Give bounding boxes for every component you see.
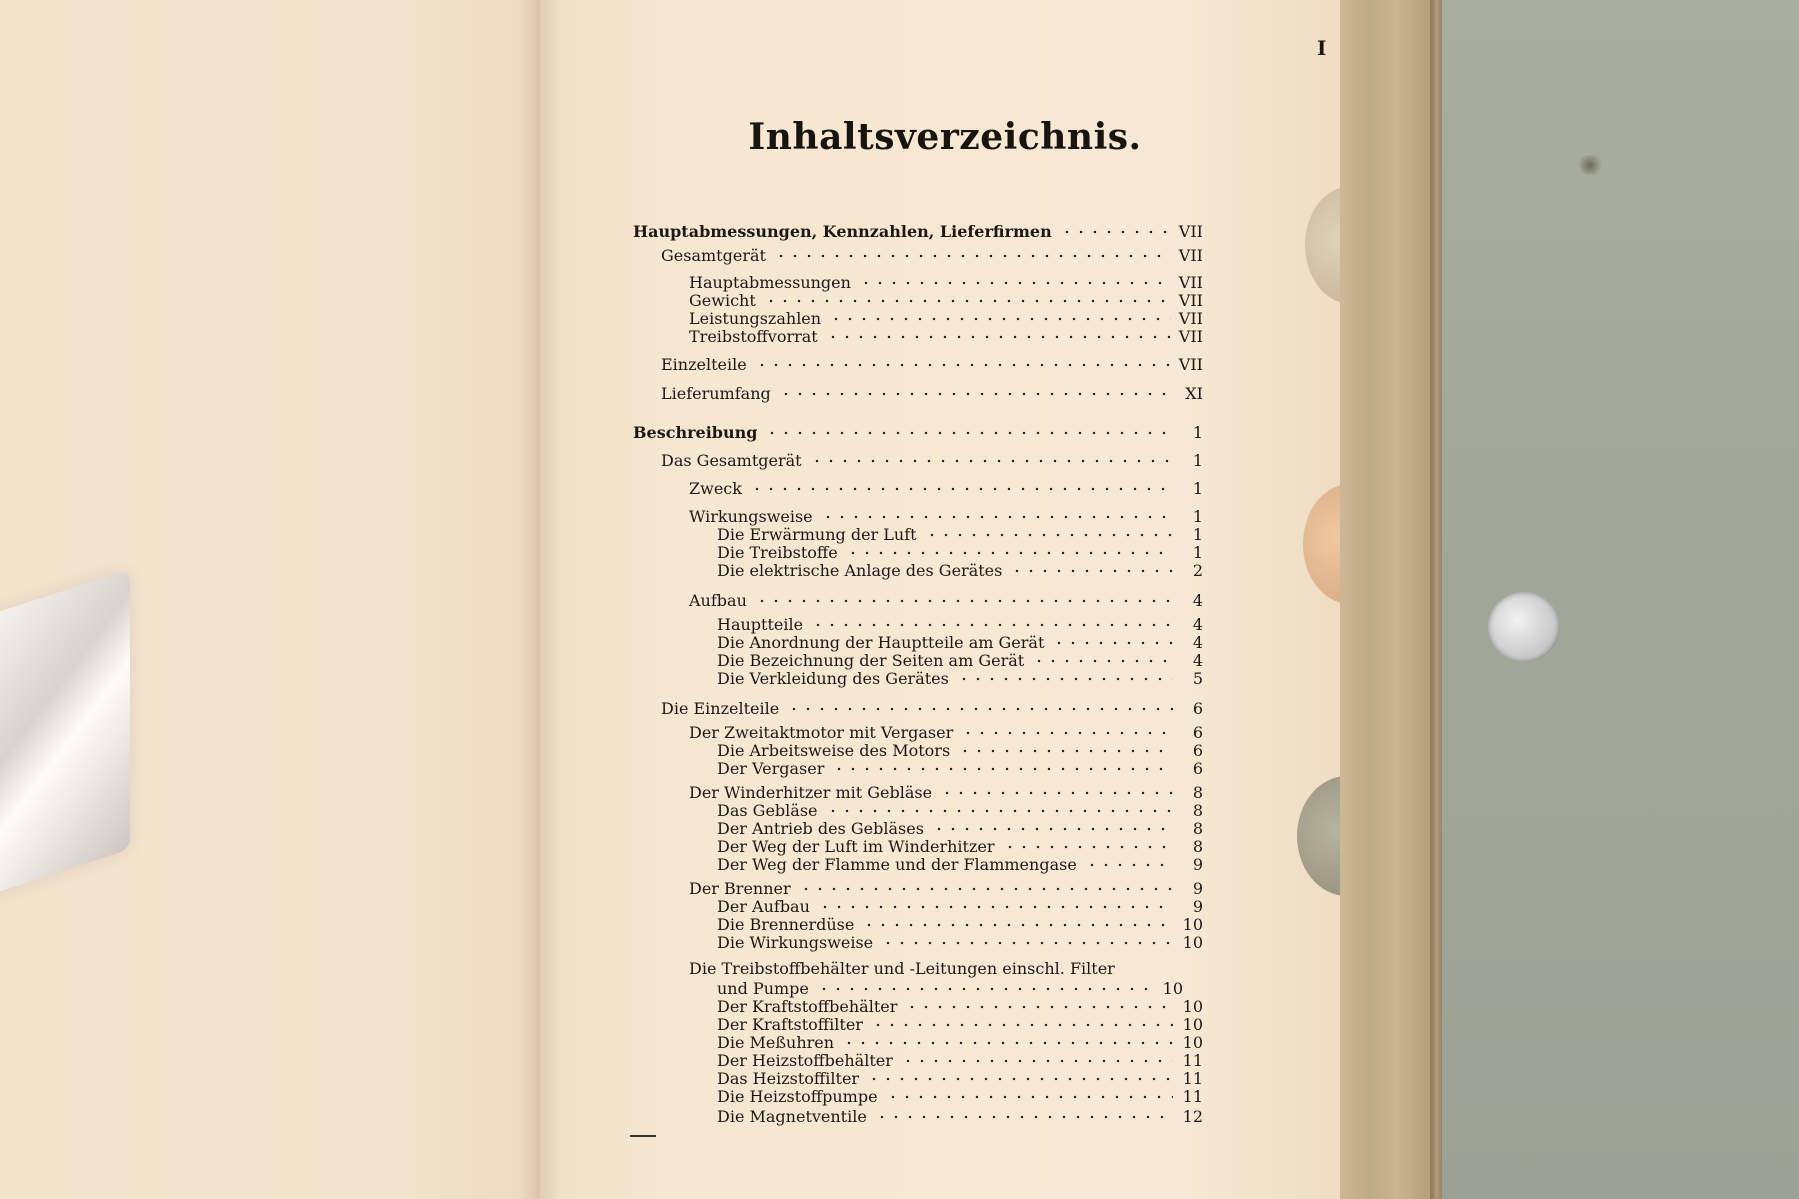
toc-entry [689, 327, 1203, 347]
toc-entry-label: Der Vergaser [717, 759, 825, 778]
dot-leader [832, 767, 1173, 771]
dot-leader [811, 623, 1173, 627]
toc-entry-label: Der Weg der Flamme und der Flammengase [717, 855, 1077, 874]
toc-entry [717, 543, 1203, 563]
toc-entry [717, 801, 1203, 821]
dot-leader [799, 887, 1173, 891]
toc-entry [717, 669, 1203, 689]
page-number: I [1317, 36, 1327, 60]
toc-entry-label: Beschreibung [633, 423, 758, 442]
toc-entry [689, 879, 1203, 899]
dot-leader [1052, 641, 1173, 645]
toc-entry-label: und Pumpe [717, 979, 809, 998]
toc-entry-label: Der Brenner [689, 879, 791, 898]
toc-entry-page: 10 [1162, 979, 1183, 998]
dot-leader [871, 1023, 1173, 1027]
toc-entry-label: Die Treibstoffe [717, 543, 838, 562]
dot-leader [862, 923, 1173, 927]
toc-entry-label: Das Gesamtgerät [661, 451, 802, 470]
toc-entry [717, 1087, 1203, 1107]
toc-entry-label: Hauptabmessungen [689, 273, 851, 292]
toc-entry-page: 4 [1192, 615, 1203, 634]
toc-entry-page: 10 [1182, 997, 1203, 1016]
toc-entry-page: 11 [1182, 1087, 1203, 1106]
toc-entry [633, 423, 1203, 443]
dot-leader [765, 431, 1173, 435]
toc-entry-label: Zweck [689, 479, 742, 498]
toc-entry-label: Das Heizstoffilter [717, 1069, 860, 1088]
toc-entry [661, 355, 1203, 375]
toc-entry [689, 479, 1203, 499]
toc-entry-page: 4 [1192, 591, 1203, 610]
toc-entry-label: Der Zweitaktmotor mit Vergaser [689, 723, 954, 742]
toc-entry [717, 615, 1203, 635]
dot-leader [779, 392, 1173, 396]
toc-entry-page: VII [1178, 309, 1203, 328]
short-rule [630, 1135, 656, 1137]
dot-leader [829, 317, 1171, 321]
toc-entry [661, 246, 1203, 266]
stain-mark [1576, 155, 1604, 175]
toc-entry-label: Die Verkleidung des Gerätes [717, 669, 949, 688]
toc-entry-page: 4 [1192, 651, 1203, 670]
toc-entry-page: 4 [1192, 633, 1203, 652]
toc-entry [717, 979, 1183, 999]
toc-entry-page: VII [1178, 246, 1203, 265]
toc-entry [717, 759, 1203, 779]
dot-leader [905, 1005, 1173, 1009]
toc-entry-label: Die Einzelteile [661, 699, 780, 718]
dot-leader [842, 1041, 1173, 1045]
dot-leader [1032, 659, 1173, 663]
toc-entry-label: Wirkungsweise [689, 507, 813, 526]
toc-entry-page: VII [1178, 355, 1203, 374]
dot-leader [774, 254, 1171, 258]
toc-entry [717, 837, 1203, 857]
dot-leader [957, 677, 1173, 681]
toc-entry [689, 723, 1203, 743]
toc-entry-label: Die Erwärmung der Luft [717, 525, 917, 544]
dot-leader [1003, 845, 1174, 849]
toc-entry [717, 997, 1203, 1017]
toc-entry [717, 1051, 1203, 1071]
toc-entry [661, 451, 1203, 471]
toc-entry-page: 8 [1192, 837, 1203, 856]
toc-entry-page: 6 [1192, 699, 1203, 718]
toc-entry-page: 6 [1192, 741, 1203, 760]
toc-entry-label: Die Heizstoffpumpe [717, 1087, 878, 1106]
toc-entry-label: Hauptteile [717, 615, 804, 634]
toc-entry [717, 1015, 1203, 1035]
toc-entry [717, 819, 1203, 839]
dot-leader [1010, 569, 1173, 573]
dot-leader [818, 905, 1173, 909]
toc-entry [689, 507, 1203, 527]
toc-entry-page: 8 [1192, 819, 1203, 838]
toc-entry [717, 741, 1203, 761]
toc-entry-page: 1 [1192, 525, 1203, 544]
toc-entry-page: 10 [1182, 1033, 1203, 1052]
toc-entry [689, 959, 1203, 979]
toc-entry-label: Die Brennerdüse [717, 915, 855, 934]
toc-entry [717, 897, 1203, 917]
toc-entry-page: VII [1178, 222, 1203, 241]
toc-entry-page: 6 [1192, 723, 1203, 742]
toc-entry-page: 9 [1192, 897, 1203, 916]
toc-entry-label: Gesamtgerät [661, 246, 766, 265]
dot-leader [846, 551, 1173, 555]
dot-leader [961, 731, 1173, 735]
dot-leader [859, 281, 1171, 285]
toc-entry-label: Treibstoffvorrat [689, 327, 818, 346]
dot-leader [940, 791, 1173, 795]
toc-entry [633, 222, 1203, 242]
toc-entry-page: 1 [1192, 479, 1203, 498]
toc-entry [717, 1107, 1203, 1127]
toc-entry [689, 783, 1203, 803]
toc-entry-label: Einzelteile [661, 355, 747, 374]
toc-entry [717, 561, 1203, 581]
folder-cover [1442, 0, 1799, 1199]
dot-leader [867, 1077, 1173, 1081]
toc-entry-page: 11 [1182, 1051, 1203, 1070]
toc-entry-label: Die elektrische Anlage des Gerätes [717, 561, 1003, 580]
toc-entry [661, 699, 1203, 719]
dot-leader [1085, 863, 1173, 867]
toc-entry-label: Das Gebläse [717, 801, 818, 820]
toc-entry [717, 1069, 1203, 1089]
toc-entry-page: 6 [1192, 759, 1203, 778]
dot-leader [958, 749, 1173, 753]
toc-entry [717, 915, 1203, 935]
dot-leader [750, 487, 1173, 491]
punch-hole [1488, 592, 1560, 662]
toc-entry-page: VII [1178, 291, 1203, 310]
toc-entry [717, 855, 1203, 875]
toc-entry [689, 309, 1203, 329]
dot-leader [755, 599, 1173, 603]
toc-entry-label: Der Winderhitzer mit Gebläse [689, 783, 933, 802]
toc-entry-label: Lieferumfang [661, 384, 771, 403]
toc-entry-page: 12 [1182, 1107, 1203, 1126]
dot-leader [881, 941, 1173, 945]
toc-entry-page: VII [1178, 273, 1203, 292]
toc-entry-page: 8 [1192, 783, 1203, 802]
toc-entry-label: Die Meßuhren [717, 1033, 835, 1052]
toc-entry-page: 2 [1192, 561, 1203, 580]
dot-leader [826, 335, 1171, 339]
toc-title: Inhaltsverzeichnis. [748, 116, 1142, 158]
toc-entry [717, 525, 1203, 545]
toc-entry-label: Die Anordnung der Hauptteile am Gerät [717, 633, 1045, 652]
toc-entry-page: 1 [1192, 451, 1203, 470]
toc-entry [661, 384, 1203, 404]
dot-leader [810, 459, 1173, 463]
toc-entry-label: Der Weg der Luft im Winderhitzer [717, 837, 995, 856]
toc-entry-page: 10 [1182, 933, 1203, 952]
dot-leader [1060, 230, 1171, 234]
toc-entry-label: Aufbau [689, 591, 747, 610]
toc-entry-label: Die Arbeitsweise des Motors [717, 741, 951, 760]
toc-entry-page: 1 [1192, 507, 1203, 526]
toc-entry-label: Hauptabmessungen, Kennzahlen, Lieferfirmen [633, 222, 1052, 241]
dot-leader [755, 363, 1171, 367]
toc-entry-label: Der Aufbau [717, 897, 810, 916]
dot-leader [764, 299, 1171, 303]
folder-spine [1340, 0, 1435, 1199]
toc-entry-label: Der Heizstoffbehälter [717, 1051, 893, 1070]
dot-leader [826, 809, 1174, 813]
toc-entry-label: Die Treibstoffbehälter und -Leitungen einschl. Filter [689, 959, 1115, 978]
toc-entry-label: Der Kraftstoffbehälter [717, 997, 898, 1016]
toc-entry-label: Gewicht [689, 291, 756, 310]
toc-entry-page: 9 [1192, 879, 1203, 898]
dot-leader [901, 1059, 1173, 1063]
dot-leader [932, 827, 1173, 831]
toc-entry-page: 11 [1182, 1069, 1203, 1088]
toc-entry [717, 633, 1203, 653]
toc-entry-label: Der Antrieb des Gebläses [717, 819, 924, 838]
toc-entry [689, 291, 1203, 311]
dot-leader [875, 1115, 1173, 1119]
dot-leader [925, 533, 1173, 537]
toc-entry [717, 651, 1203, 671]
toc-entry-label: Die Bezeichnung der Seiten am Gerät [717, 651, 1025, 670]
toc-entry-label: Leistungszahlen [689, 309, 822, 328]
toc-entry-label: Die Magnetventile [717, 1107, 867, 1126]
toc-entry [717, 933, 1203, 953]
dot-leader [817, 987, 1153, 991]
toc-entry [689, 591, 1203, 611]
dot-leader [821, 515, 1173, 519]
toc-entry-page: 10 [1182, 1015, 1203, 1034]
toc-entry-label: Die Wirkungsweise [717, 933, 874, 952]
toc-entry-page: 10 [1182, 915, 1203, 934]
toc-entry-page: 1 [1192, 543, 1203, 562]
dot-leader [886, 1095, 1173, 1099]
toc-entry-label: Der Kraftstoffilter [717, 1015, 863, 1034]
toc-entry-page: 1 [1192, 423, 1203, 442]
toc-entry [717, 1033, 1203, 1053]
toc-entry-page: 5 [1192, 669, 1203, 688]
toc-entry [689, 273, 1203, 293]
toc-entry-page: VII [1178, 327, 1203, 346]
dot-leader [787, 707, 1173, 711]
toc-entry-page: 9 [1192, 855, 1203, 874]
toc-entry-page: XI [1185, 384, 1203, 403]
toc-entry-page: 8 [1192, 801, 1203, 820]
